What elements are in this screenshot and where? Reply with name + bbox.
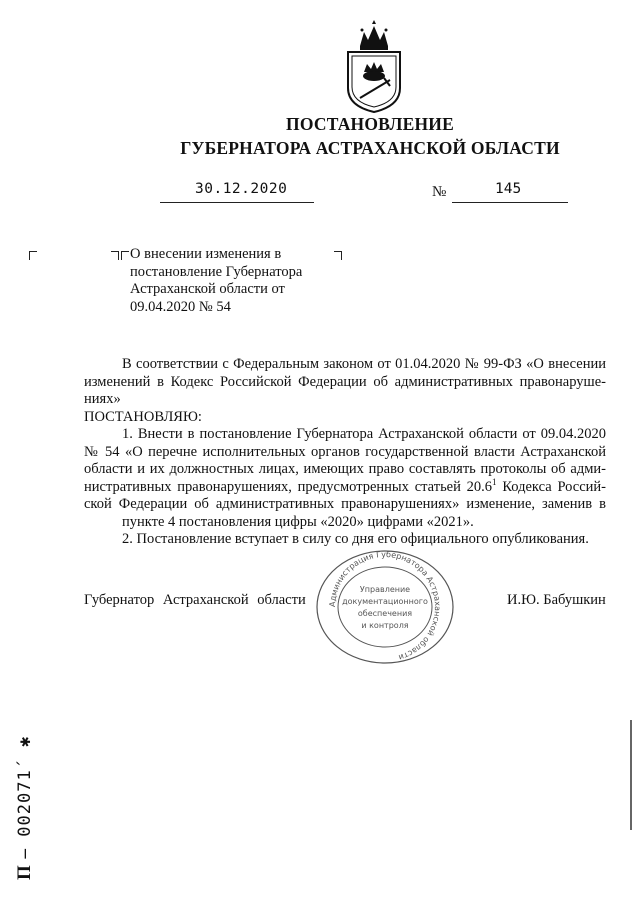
item1-line: 1. Внести в постановление Губернатора Астраханской области от 09.04.2020 xyxy=(122,426,606,442)
item1-line xyxy=(84,476,606,497)
coat-of-arms-emblem xyxy=(338,18,410,114)
subject-line: постановление Губернатора xyxy=(130,263,303,280)
signatory-position: Губернатор Астраханской области xyxy=(84,592,306,608)
corner-mark xyxy=(111,251,119,260)
official-stamp xyxy=(313,548,457,666)
side-code-suffix: ´ ✱ xyxy=(15,735,35,770)
stamp-line: обеспечения xyxy=(357,609,413,618)
stamp-ring-text: Администрация Губернатора Астраханской области xyxy=(327,549,443,663)
decree-word: ПОСТАНОВЛЯЮ: xyxy=(84,408,202,425)
item1-line: ской Федерации об административных правонарушениях» изменение, заменив в xyxy=(84,496,606,512)
number-sign: № xyxy=(432,184,447,200)
subject-line: Астраханской области от xyxy=(130,281,285,297)
item1-line: пункте 4 постановления цифры «2020» цифрами «2021». xyxy=(122,513,474,530)
preamble-line: В соответствии с Федеральным законом от 01.04.2020 № 99-ФЗ «О внесении xyxy=(122,356,606,372)
stamp-line: и контроля xyxy=(361,621,409,630)
stamp-line: Управление xyxy=(359,585,411,594)
item1-text: Кодекса Россий- xyxy=(496,478,606,495)
subject-line: 09.04.2020 № 54 xyxy=(130,298,231,315)
document-body xyxy=(84,356,606,549)
document-subtitle: ГУБЕРНАТОРА АСТРАХАНСКОЙ ОБЛАСТИ xyxy=(180,138,560,158)
scan-edge-mark xyxy=(630,720,632,830)
item2-line: 2. Постановление вступает в силу со дня его официального опубликования. xyxy=(122,531,589,547)
side-code-number: 002071 xyxy=(15,769,35,837)
corner-mark-right xyxy=(334,251,342,260)
item1-text: нистративных правонарушениях, предусмотренных статьей 20.6 xyxy=(84,478,493,495)
side-code-prefix: П – xyxy=(14,847,35,880)
preamble-line: изменений в Кодекс Российской Федерации об административных правонаруше- xyxy=(84,373,606,390)
corner-mark-left xyxy=(29,251,37,260)
document-date: 30.12.2020 xyxy=(195,181,288,197)
stamp-line: документационного xyxy=(342,597,428,606)
article-superscript: 1 xyxy=(492,476,497,487)
side-registration-code xyxy=(14,736,36,880)
document-number: 145 xyxy=(495,181,522,197)
preamble-line: ниях» xyxy=(84,391,121,407)
document-subject xyxy=(130,246,312,316)
document-title: ПОСТАНОВЛЕНИЕ xyxy=(286,114,454,134)
corner-mark xyxy=(121,251,129,260)
item1-line: области и их должностных лицах, имеющих право составлять протоколы об адми- xyxy=(84,461,606,477)
item1-line: № 54 «О перечне исполнительных органов государственной власти Астраханской xyxy=(84,443,606,460)
subject-line: О внесении изменения в xyxy=(130,246,282,262)
signatory-name: И.Ю. Бабушкин xyxy=(507,592,606,608)
